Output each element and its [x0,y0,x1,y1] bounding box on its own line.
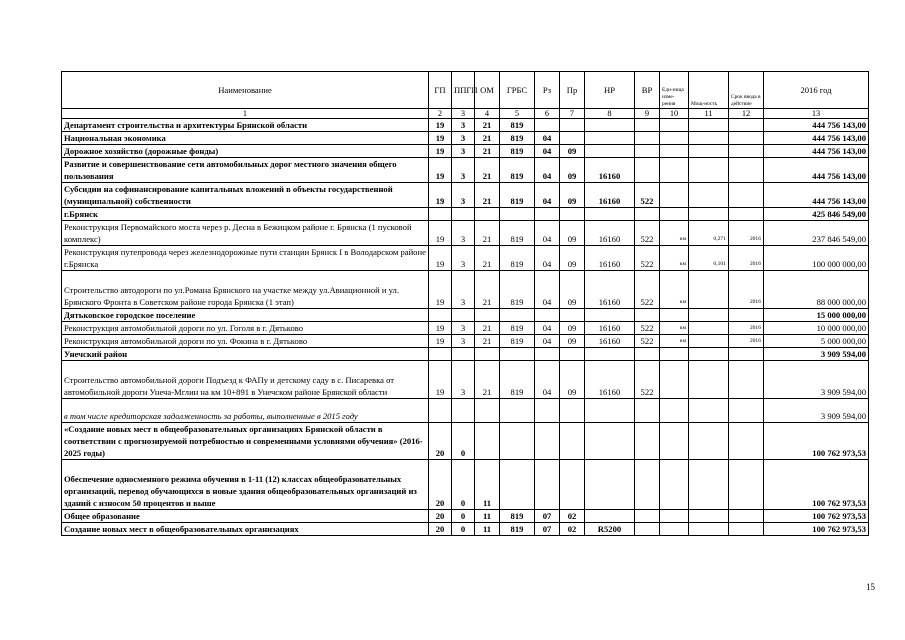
cell-rz: 04 [535,221,560,246]
cell-name: Национальная экономика [62,132,429,145]
cell-rz [535,460,560,510]
cell-capacity [689,208,729,221]
cell-grbs: 819 [500,510,535,523]
cell-ppgp: 0 [452,510,475,523]
cell-gp: 19 [429,271,452,309]
cell-vr: 522 [635,361,660,399]
cell-pr: 02 [560,510,585,523]
cell-pr [560,132,585,145]
cell-rz: 04 [535,322,560,335]
cell-grbs: 819 [500,221,535,246]
cell-commission-year [729,132,764,145]
cell-unit [660,423,689,460]
cell-om [475,423,500,460]
cell-nr: 16160 [585,246,635,271]
cell-grbs [500,208,535,221]
cell-capacity [689,335,729,348]
cell-gp: 19 [429,145,452,158]
cell-gp: 19 [429,246,452,271]
cell-rz: 07 [535,523,560,536]
cell-amount: 3 909 594,00 [764,361,869,399]
cell-om: 21 [475,271,500,309]
cell-pr: 09 [560,271,585,309]
cell-gp: 19 [429,158,452,183]
cell-ppgp: 3 [452,119,475,132]
cell-commission-year: 2016 [729,246,764,271]
cell-pr: 09 [560,183,585,208]
cell-commission-year [729,208,764,221]
cell-om: 21 [475,145,500,158]
column-numbers-row [62,109,869,119]
cell-ppgp: 0 [452,423,475,460]
cell-nr: 16160 [585,335,635,348]
cell-amount: 5 000 000,00 [764,335,869,348]
cell-rz: 04 [535,335,560,348]
cell-name: Создание новых мест в общеобразовательных организациях [62,523,429,536]
cell-grbs [500,348,535,361]
header-cell-vr: ВР [635,72,660,109]
column-number: 11 [689,109,729,119]
cell-ppgp: 3 [452,271,475,309]
cell-amount: 3 909 594,00 [764,399,869,423]
cell-amount: 10 000 000,00 [764,322,869,335]
cell-rz: 04 [535,361,560,399]
table-row [62,348,869,361]
cell-om: 21 [475,322,500,335]
cell-om [475,309,500,322]
cell-pr [560,208,585,221]
cell-capacity [689,510,729,523]
cell-amount: 100 762 973,53 [764,423,869,460]
cell-om [475,348,500,361]
cell-commission-year [729,523,764,536]
cell-vr [635,158,660,183]
cell-name: Общее образование [62,510,429,523]
cell-om: 11 [475,523,500,536]
header-cell-ppgp: ППГП [452,72,475,109]
cell-unit [660,183,689,208]
cell-capacity [689,271,729,309]
cell-grbs: 819 [500,183,535,208]
table-row [62,335,869,348]
cell-gp: 19 [429,183,452,208]
header-cell-rz: Рз [535,72,560,109]
table-row [62,423,869,460]
cell-unit [660,309,689,322]
column-number: 1 [62,109,429,119]
cell-name: Строительство автодороги по ул.Романа Брянского на участке между ул.Авиационной и ул. Брянского Фронта в Советском районе города Брянска (1 этап) [62,271,429,309]
cell-gp: 19 [429,335,452,348]
table-row [62,158,869,183]
cell-om: 21 [475,335,500,348]
cell-vr [635,119,660,132]
cell-rz: 07 [535,510,560,523]
cell-ppgp: 3 [452,145,475,158]
cell-unit [660,158,689,183]
cell-amount: 444 756 143,00 [764,132,869,145]
cell-pr: 09 [560,246,585,271]
cell-pr: 09 [560,361,585,399]
page-number: 15 [866,582,875,592]
cell-om: 21 [475,158,500,183]
cell-unit [660,399,689,423]
column-number: 5 [500,109,535,119]
cell-rz: 04 [535,246,560,271]
column-number: 7 [560,109,585,119]
header-row [62,72,869,109]
table-row [62,361,869,399]
cell-commission-year: 2016 [729,221,764,246]
cell-name: Реконструкция Первомайского моста через р. Десна в Бежицком районе г. Брянска (1 пусковой комплекс) [62,221,429,246]
column-number: 10 [660,109,689,119]
cell-name: Реконструкция путепровода через железнодорожные пути станции Брянск I в Володарском районе г.Брянска [62,246,429,271]
cell-name: Развитие и совершенствование сети автомобильных дорог местного значения общего пользования [62,158,429,183]
cell-vr [635,309,660,322]
cell-commission-year [729,158,764,183]
cell-commission-year: 2016 [729,271,764,309]
cell-name: Реконструкция автомобильной дороги по ул. Фокина в г. Дятьково [62,335,429,348]
cell-pr: 09 [560,221,585,246]
cell-ppgp: 3 [452,335,475,348]
header-cell-grbs: ГРБС [500,72,535,109]
cell-grbs: 819 [500,132,535,145]
cell-pr [560,309,585,322]
cell-nr [585,119,635,132]
cell-nr: 16160 [585,221,635,246]
cell-pr [560,399,585,423]
cell-rz [535,119,560,132]
table-row [62,246,869,271]
cell-vr: 522 [635,183,660,208]
cell-gp [429,399,452,423]
cell-gp: 19 [429,221,452,246]
cell-pr: 09 [560,335,585,348]
cell-unit [660,460,689,510]
header-cell-year: 2016 год [764,72,869,109]
cell-grbs: 819 [500,158,535,183]
cell-vr [635,208,660,221]
cell-rz: 04 [535,145,560,158]
cell-commission-year [729,399,764,423]
cell-rz: 04 [535,183,560,208]
cell-gp: 20 [429,460,452,510]
cell-om [475,399,500,423]
cell-rz: 04 [535,132,560,145]
cell-amount: 88 000 000,00 [764,271,869,309]
header-cell-nr: НР [585,72,635,109]
cell-grbs: 819 [500,335,535,348]
cell-unit [660,132,689,145]
cell-pr: 09 [560,145,585,158]
cell-amount: 237 846 549,00 [764,221,869,246]
cell-grbs: 819 [500,322,535,335]
cell-ppgp [452,348,475,361]
cell-gp: 20 [429,523,452,536]
cell-unit: км [660,335,689,348]
cell-rz [535,423,560,460]
table-row [62,145,869,158]
cell-om: 21 [475,119,500,132]
table-row [62,322,869,335]
cell-unit: км [660,246,689,271]
cell-nr [585,510,635,523]
cell-grbs: 819 [500,145,535,158]
cell-om: 21 [475,246,500,271]
table-row [62,399,869,423]
header-cell-unit: Еди-ница изме-рения [660,72,689,109]
cell-ppgp: 3 [452,158,475,183]
cell-capacity [689,348,729,361]
cell-vr: 522 [635,271,660,309]
cell-grbs: 819 [500,361,535,399]
cell-nr [585,460,635,510]
cell-amount: 100 762 973,53 [764,523,869,536]
cell-vr [635,460,660,510]
cell-nr: 16160 [585,183,635,208]
cell-commission-year [729,460,764,510]
cell-amount: 425 846 549,00 [764,208,869,221]
cell-vr: 522 [635,221,660,246]
cell-ppgp: 0 [452,523,475,536]
cell-pr [560,460,585,510]
cell-rz: 04 [535,271,560,309]
cell-pr: 02 [560,523,585,536]
cell-capacity [689,158,729,183]
column-number: 3 [452,109,475,119]
cell-pr [560,423,585,460]
header-cell-capacity: Мощ-ность [689,72,729,109]
header-cell-om: ОМ [475,72,500,109]
cell-om: 11 [475,460,500,510]
cell-rz: 04 [535,158,560,183]
cell-name: Реконструкция автомобильной дороги по ул. Гоголя в г. Дятьково [62,322,429,335]
cell-unit [660,119,689,132]
cell-gp: 19 [429,322,452,335]
cell-commission-year [729,348,764,361]
cell-pr: 09 [560,158,585,183]
cell-name: Обеспечение односменного режима обучения в 1-11 (12) классах общеобразовательных организаций, перевод обучающихся в новые здания общеобразовательных организаций из зданий с износом 50 процентов и выше [62,460,429,510]
cell-capacity [689,322,729,335]
header-cell-pr: Пр [560,72,585,109]
column-number: 4 [475,109,500,119]
cell-gp [429,348,452,361]
cell-om: 21 [475,361,500,399]
cell-capacity [689,119,729,132]
cell-nr [585,348,635,361]
table-body [62,119,869,536]
cell-commission-year [729,361,764,399]
cell-gp: 20 [429,510,452,523]
cell-grbs: 819 [500,271,535,309]
cell-name: Унечский район [62,348,429,361]
cell-capacity [689,361,729,399]
cell-vr [635,523,660,536]
cell-unit [660,361,689,399]
cell-capacity [689,132,729,145]
cell-rz [535,399,560,423]
cell-ppgp: 3 [452,246,475,271]
cell-ppgp [452,208,475,221]
cell-nr [585,423,635,460]
cell-name: Строительство автомобильной дороги Подъезд к ФАПу и детскому саду в с. Писаревка от автомобильной дороги Унеча-Мглин на км 10+891 в Унечском районе Брянской области [62,361,429,399]
column-number: 6 [535,109,560,119]
cell-commission-year: 2016 [729,335,764,348]
cell-nr [585,399,635,423]
cell-commission-year [729,119,764,132]
cell-vr [635,423,660,460]
column-number: 8 [585,109,635,119]
cell-unit: км [660,221,689,246]
table-row [62,183,869,208]
table-row [62,132,869,145]
cell-amount: 444 756 143,00 [764,158,869,183]
table-row [62,208,869,221]
cell-unit [660,208,689,221]
cell-commission-year [729,423,764,460]
cell-pr [560,348,585,361]
table-row [62,510,869,523]
cell-unit: км [660,271,689,309]
cell-capacity [689,523,729,536]
header-cell-commission-date: Срок ввода в действие [729,72,764,109]
cell-commission-year [729,309,764,322]
cell-vr: 522 [635,335,660,348]
cell-gp: 19 [429,132,452,145]
column-number: 2 [429,109,452,119]
cell-nr: 16160 [585,361,635,399]
cell-nr: 16160 [585,271,635,309]
cell-amount: 444 756 143,00 [764,145,869,158]
cell-vr [635,145,660,158]
cell-grbs: 819 [500,119,535,132]
table-row [62,271,869,309]
cell-vr [635,132,660,145]
cell-ppgp: 3 [452,322,475,335]
cell-amount: 100 762 973,53 [764,460,869,510]
cell-rz [535,348,560,361]
cell-ppgp: 3 [452,221,475,246]
header-cell-gp: ГП [429,72,452,109]
cell-capacity [689,183,729,208]
cell-om [475,208,500,221]
cell-name: «Создание новых мест в общеобразовательных организациях Брянской области в соответствии с прогнозируемой потребностью и современными условиями обучения» (2016-2025 годы) [62,423,429,460]
cell-vr [635,348,660,361]
cell-om: 21 [475,221,500,246]
cell-unit [660,510,689,523]
column-number: 12 [729,109,764,119]
cell-capacity [689,423,729,460]
header-cell-name: Наименование [62,72,429,109]
cell-om: 21 [475,132,500,145]
cell-grbs: 819 [500,523,535,536]
cell-capacity [689,460,729,510]
cell-amount: 3 909 594,00 [764,348,869,361]
cell-nr: R5200 [585,523,635,536]
cell-vr [635,399,660,423]
cell-name: Субсидии на софинансирование капитальных вложений в объекты государственной (муниципальной) собственности [62,183,429,208]
cell-pr [560,119,585,132]
cell-rz [535,309,560,322]
cell-amount: 444 756 143,00 [764,183,869,208]
cell-unit [660,145,689,158]
cell-amount: 100 762 973,53 [764,510,869,523]
cell-unit: км [660,322,689,335]
column-number: 9 [635,109,660,119]
cell-unit [660,523,689,536]
cell-grbs: 819 [500,246,535,271]
cell-amount: 15 000 000,00 [764,309,869,322]
cell-commission-year [729,510,764,523]
cell-ppgp: 0 [452,460,475,510]
cell-grbs [500,423,535,460]
cell-name: в том числе кредиторская задолженность за работы, выполненные в 2015 году [62,399,429,423]
cell-om: 21 [475,183,500,208]
cell-vr: 522 [635,246,660,271]
cell-grbs [500,309,535,322]
cell-rz [535,208,560,221]
cell-capacity [689,309,729,322]
cell-commission-year [729,145,764,158]
cell-amount: 100 000 000,00 [764,246,869,271]
cell-gp: 19 [429,361,452,399]
cell-commission-year: 2016 [729,322,764,335]
cell-vr [635,510,660,523]
cell-grbs [500,399,535,423]
cell-ppgp: 3 [452,132,475,145]
budget-table [61,71,869,536]
cell-unit [660,348,689,361]
cell-ppgp: 3 [452,183,475,208]
cell-capacity [689,399,729,423]
cell-nr [585,309,635,322]
cell-name: г.Брянск [62,208,429,221]
cell-name: Департамент строительства и архитектуры Брянской области [62,119,429,132]
cell-gp [429,309,452,322]
cell-nr [585,145,635,158]
table-row [62,523,869,536]
cell-ppgp [452,309,475,322]
cell-pr: 09 [560,322,585,335]
cell-capacity: 0,271 [689,221,729,246]
cell-commission-year [729,183,764,208]
column-number: 13 [764,109,869,119]
cell-ppgp: 3 [452,361,475,399]
table-row [62,221,869,246]
cell-ppgp [452,399,475,423]
cell-nr: 16160 [585,158,635,183]
table-row [62,119,869,132]
cell-gp: 20 [429,423,452,460]
cell-vr: 522 [635,322,660,335]
cell-om: 11 [475,510,500,523]
cell-nr [585,132,635,145]
cell-capacity [689,145,729,158]
table-row [62,460,869,510]
cell-gp [429,208,452,221]
table-row [62,309,869,322]
cell-name: Дорожное хозяйство (дорожные фонды) [62,145,429,158]
cell-gp: 19 [429,119,452,132]
cell-name: Дятьковское городское поселение [62,309,429,322]
cell-amount: 444 756 143,00 [764,119,869,132]
cell-nr: 16160 [585,322,635,335]
cell-grbs [500,460,535,510]
cell-capacity: 0,101 [689,246,729,271]
cell-nr [585,208,635,221]
